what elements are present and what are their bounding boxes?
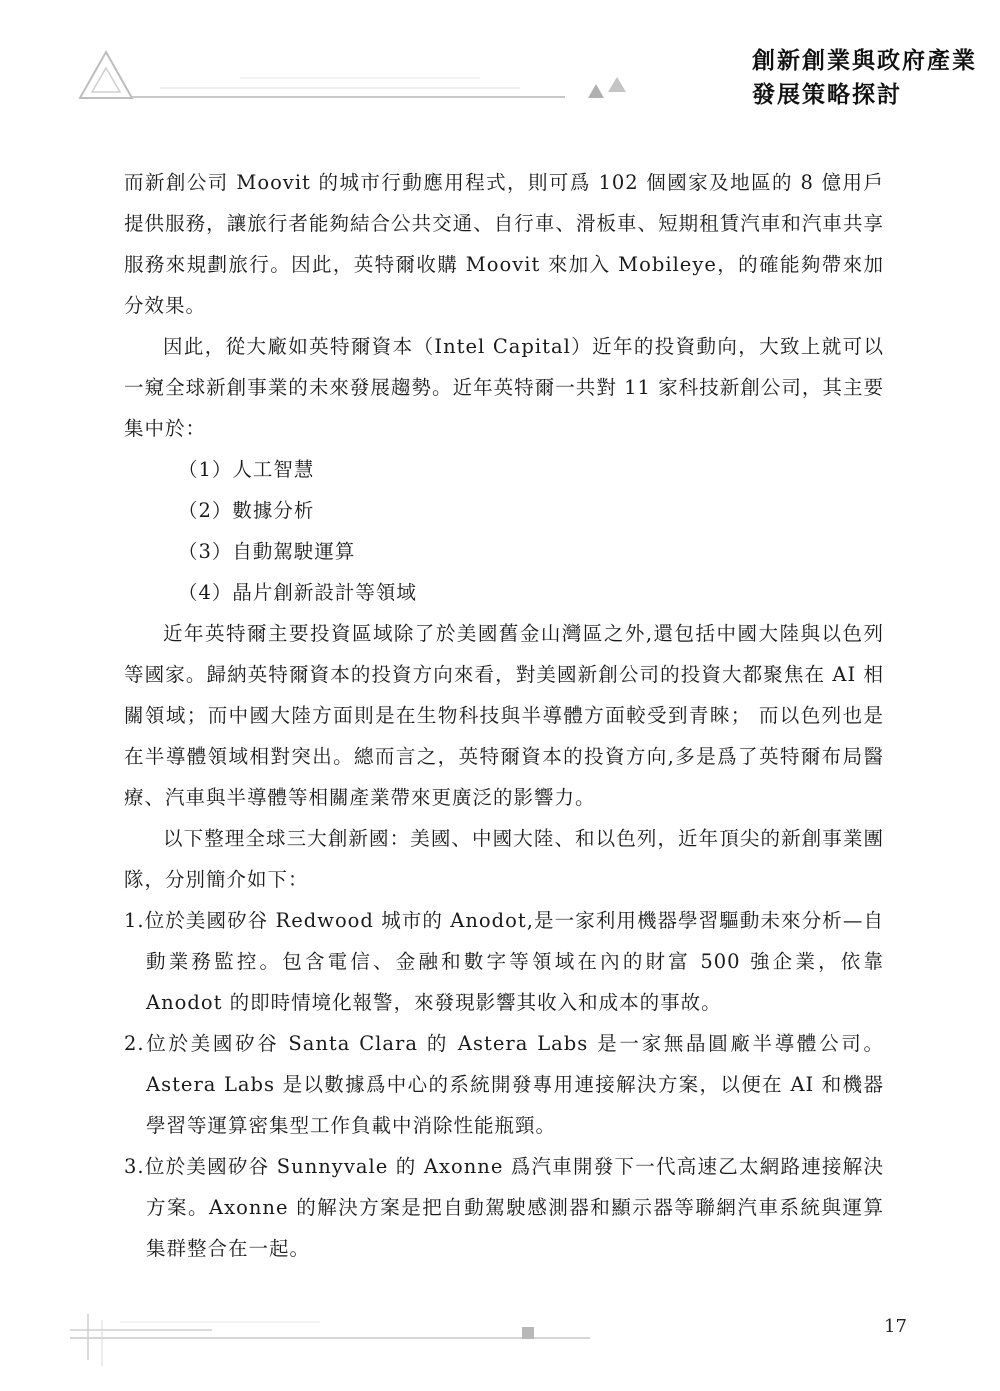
paragraph-3: 近年英特爾主要投資區域除了於美國舊金山灣區之外,還包括中國大陸與以色列等國家。歸納英特爾資本的投資方向來看，對美國新創公司的投資大都聚焦在 AI 相關領域；而中國大陸方面則是在生物科技與半導體方面較受到青睞； 而以色列也是在半導體領域相對突出。總而言之，英特爾資本的投資方向,多是爲了英特爾布局醫療、汽車與半導體等相關產業帶來更廣泛的影響力。 [124,622,884,809]
paragraph-4: 以下整理全球三大創新國：美國、中國大陸、和以色列，近年頂尖的新創事業團隊，分別簡介如下： [124,827,884,891]
list-item: （1）人工智慧 [178,458,315,481]
small-triangle-icon [608,77,626,92]
paragraph-1: 而新創公司 Moovit 的城市行動應用程式，則可爲 102 個國家及地區的 8 億用戶提供服務，讓旅行者能夠結合公共交通、自行車、滑板車、短期租賃汽車和汽車共享服務來規劃旅行。因此，英特爾收購 Moovit 來加入 Mobileye，的確能夠帶來加分效果。 [124,171,884,317]
page-number: 17 [884,1316,907,1337]
header-title-line1: 創新創業與政府產業 [752,47,977,74]
footer-decoration [0,1300,1000,1391]
numbered-item: 2.位於美國矽谷 Santa Clara 的 Astera Labs 是一家無晶圓廠半導體公司。Astera Labs 是以數據爲中心的系統開發專用連接解決方案，以便在 AI 和機器學習等運算密集型工作負載中消除性能瓶頸。 [124,1032,884,1137]
list-item: （3）自動駕駛運算 [178,540,356,563]
square-marker-icon [522,1327,534,1339]
triangle-outline-icon [80,52,132,98]
paragraph-2: 因此，從大廠如英特爾資本（Intel Capital）近年的投資動向，大致上就可以一窺全球新創事業的未來發展趨勢。近年英特爾一共對 11 家科技新創公司，其主要集中於： [124,335,884,440]
numbered-item: 3.位於美國矽谷 Sunnyvale 的 Axonne 爲汽車開發下一代高速乙太網路連接解決方案。Axonne 的解決方案是把自動駕駛感測器和顯示器等聯網汽車系統與運算集群整合在一起。 [124,1155,884,1260]
numbered-item: 1.位於美國矽谷 Redwood 城市的 Anodot,是一家利用機器學習驅動未來分析—自動業務監控。包含電信、金融和數字等領域在內的財富 500 強企業，依靠 Anodot 的即時情境化報警，來發現影響其收入和成本的事故。 [124,909,884,1014]
list-item: （2）數據分析 [178,499,315,522]
main-content [124,162,884,1269]
running-header [752,44,987,112]
small-triangle-icon [588,84,604,98]
list-item: （4）晶片創新設計等領域 [178,581,417,604]
header-title-line2: 發展策略探討 [752,81,902,108]
